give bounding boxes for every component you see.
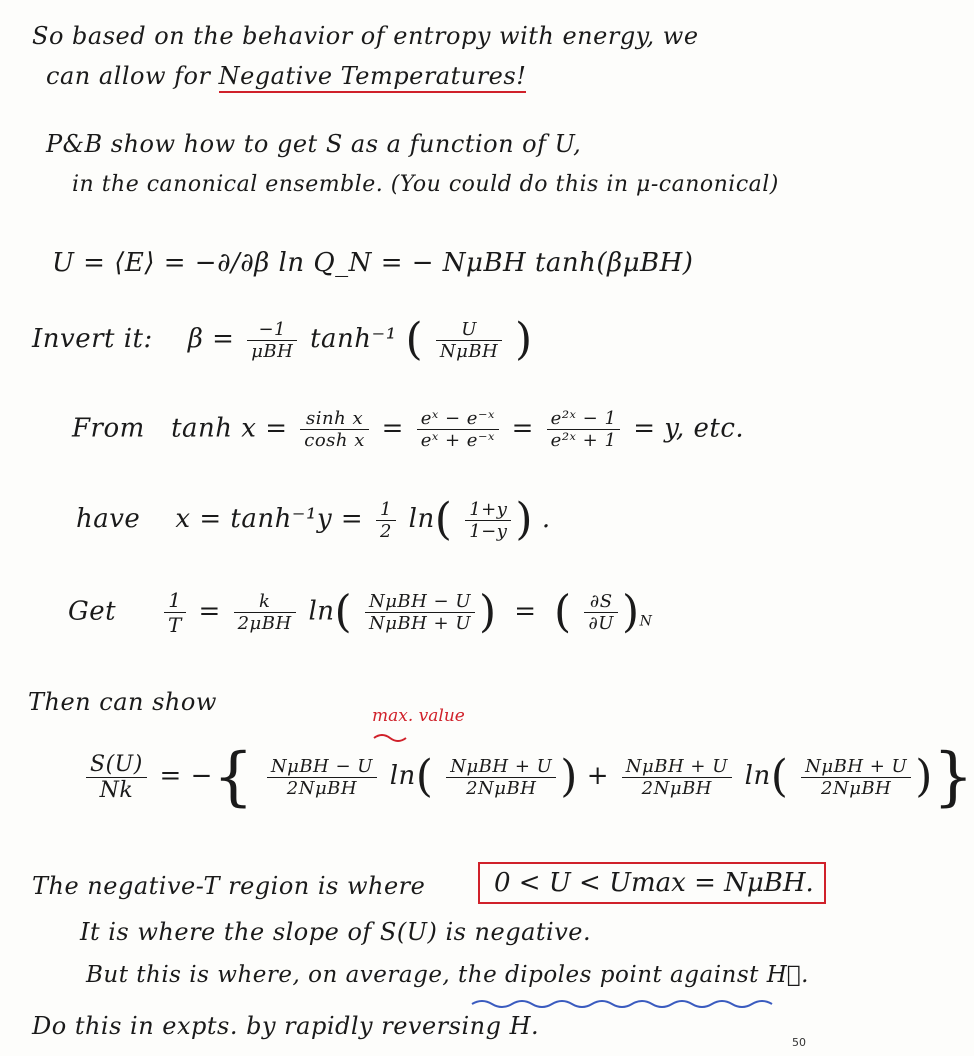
- tanh-tail: = y, etc.: [633, 413, 745, 444]
- term-b-ln-den: 2NμBH: [821, 777, 892, 799]
- inverse-t-den: T: [167, 613, 182, 637]
- exp-num: eˣ − e⁻ˣ: [417, 408, 499, 430]
- negative-t-line-2: It is where the slope of S(U) is negative.: [80, 918, 592, 946]
- temperature-equation: Get $\frac{1}{T}$ = $\frac{k}{\text{2μBH}}$ ln( $\frac{\text{NμBH − U}}{\text{NμBH + U}}$ ) = ( $\frac{\partial S}{\partial U}$ )$_N$: [68, 586, 653, 638]
- sinh-cosh-fraction: [300, 408, 369, 451]
- have-lhs: x = tanh⁻¹y =: [175, 504, 364, 534]
- term-b-ln-fraction: [801, 756, 911, 799]
- term-a-ln-fraction: [446, 756, 556, 799]
- have-tail: .: [541, 504, 551, 534]
- exp2-num: e²ˣ − 1: [547, 408, 621, 430]
- temperature-ln-fraction: [365, 591, 475, 634]
- invert-equation: Invert it: β = $\frac{-1}{\text{μBH}}$ tanh⁻¹ ( $\frac{U}{\text{NμBH}}$ ): [32, 314, 533, 365]
- half-num: 1: [376, 499, 396, 521]
- sinh-num: sinh x: [300, 408, 369, 430]
- term-b-den: 2NμBH: [641, 777, 712, 799]
- half-fraction: [376, 499, 396, 542]
- beta-lhs: β =: [187, 324, 235, 354]
- invert-arg-num: U: [436, 319, 502, 341]
- invert-coef-den: μBH: [251, 340, 294, 362]
- tanh-identity: From tanh x = $\frac{\text{sinh x}}{\text{cosh x}}$ = $\frac{\text{eˣ − e⁻ˣ}}{\text{eˣ + e⁻ˣ}}$ = $\frac{\text{e²ˣ − 1}}{\text{e²ˣ + 1}}$ = y, etc.: [72, 408, 745, 451]
- invert-coef-num: −1: [247, 319, 297, 341]
- k-fraction: [234, 591, 296, 634]
- partial-derivative-fraction: [584, 591, 617, 634]
- tanh-lhs: tanh x =: [171, 413, 288, 444]
- dipoles-emphasis-wave: [470, 996, 790, 1010]
- intro-line-2-prefix: can allow for: [46, 62, 211, 90]
- k-den: 2μBH: [237, 613, 292, 634]
- invert-coef-fraction: [247, 319, 297, 362]
- inverse-t-fraction: [164, 588, 186, 637]
- negative-t-line-1: The negative-T region is where: [32, 872, 426, 900]
- invert-label: Invert it:: [32, 324, 153, 354]
- negative-t-range-box: 0 < U < Umax = NμBH.: [478, 862, 826, 904]
- entropy-lhs-fraction: [86, 752, 147, 803]
- partial-num: ∂S: [584, 591, 617, 613]
- term-b-fraction: [622, 756, 732, 799]
- inverse-t-num: 1: [164, 588, 186, 613]
- ln-arg-num: 1+y: [465, 499, 511, 521]
- negative-t-line-4: Do this in expts. by rapidly reversing H.: [32, 1012, 540, 1040]
- half-den: 2: [379, 520, 392, 542]
- term-a-den: 2NμBH: [286, 777, 358, 799]
- exp-fraction: [417, 408, 499, 451]
- max-value-arrow: [372, 730, 412, 744]
- from-label: From: [72, 413, 145, 444]
- max-value-note: max. value: [372, 706, 465, 726]
- term-a-ln-num: NμBH + U: [446, 756, 556, 778]
- temperature-ln-den: NμBH + U: [368, 613, 472, 634]
- invert-fn: tanh⁻¹: [310, 324, 397, 354]
- negative-temperatures-highlight: Negative Temperatures!: [219, 62, 527, 93]
- exp2-fraction: [547, 408, 621, 451]
- partial-den: ∂U: [588, 613, 614, 634]
- have-label: have: [76, 504, 141, 534]
- inverse-tanh-equation: have x = tanh⁻¹y = $\frac{1}{2}$ ln( $\frac{1+y}{1-y}$ ) .: [76, 494, 551, 545]
- entropy-equation: $\frac{S(U)}{Nk}$ = −{ $\frac{\text{NμBH − U}}{\text{2NμBH}}$ ln( $\frac{\text{NμBH + U}}{\text{2NμBH}}$ ) + $\frac{\text{NμBH + U}}{\text{2NμBH}}$ ln( $\frac{\text{NμBH + U}}{\text{2NμBH}}$ )}: [82, 745, 974, 809]
- invert-arg-den: NμBH: [439, 340, 499, 362]
- term-a-fraction: [267, 756, 377, 799]
- term-a-num: NμBH − U: [267, 756, 377, 778]
- exp2-den: e²ˣ + 1: [550, 430, 617, 451]
- pb-line-2: in the canonical ensemble. (You could do this in μ-canonical): [72, 172, 779, 197]
- intro-line-2: [46, 62, 526, 90]
- entropy-lhs-num: S(U): [86, 752, 147, 778]
- partial-subscript: N: [639, 613, 653, 630]
- get-label: Get: [68, 596, 117, 627]
- ln-arg-den: 1−y: [469, 520, 508, 542]
- invert-arg-fraction: [436, 319, 502, 362]
- negative-t-line-3: But this is where, on average, the dipoles point against H⃗.: [86, 962, 809, 988]
- pb-line-1: P&B show how to get S as a function of U,: [46, 130, 582, 158]
- term-b-ln-num: NμBH + U: [801, 756, 911, 778]
- term-a-ln-den: 2NμBH: [466, 777, 537, 799]
- term-b-num: NμBH + U: [622, 756, 732, 778]
- page-number: 50: [792, 1036, 806, 1049]
- energy-equation: U = ⟨E⟩ = −∂/∂β ln Q_N = − NμBH tanh(βμBH): [52, 248, 694, 278]
- k-num: k: [234, 591, 296, 613]
- temperature-ln-num: NμBH − U: [365, 591, 475, 613]
- then-can-show: Then can show: [28, 688, 217, 716]
- cosh-den: cosh x: [304, 430, 365, 451]
- intro-line-1: So based on the behavior of entropy with energy, we: [32, 22, 699, 50]
- exp-den: eˣ + e⁻ˣ: [420, 430, 495, 451]
- entropy-lhs-den: Nk: [99, 777, 134, 803]
- ln-arg-fraction: [465, 499, 511, 542]
